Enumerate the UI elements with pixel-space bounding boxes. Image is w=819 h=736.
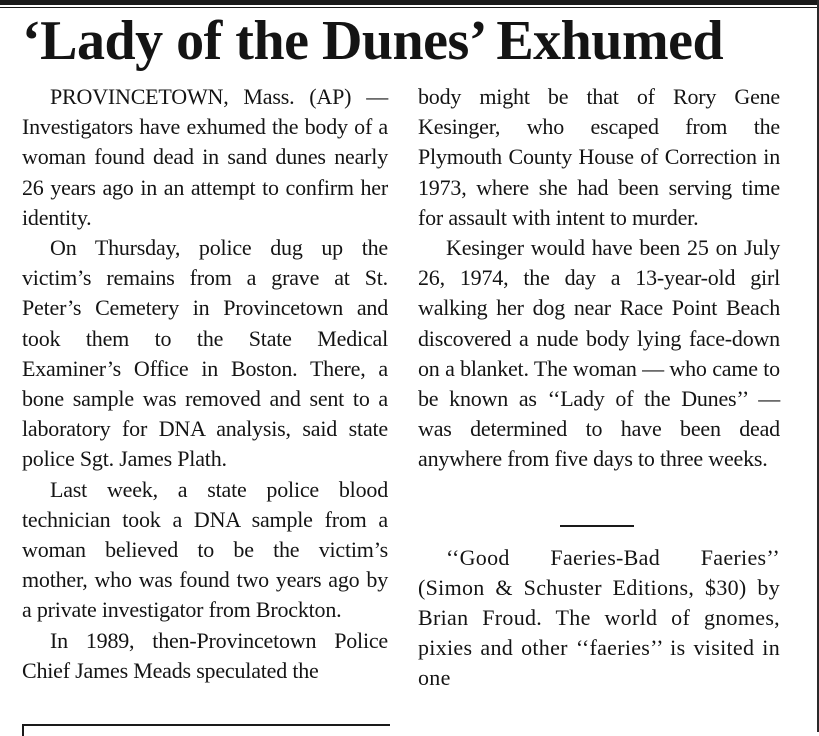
article-paragraph: In 1989, then-Provincetown Police Chief James Meads speculated the: [22, 627, 388, 683]
right-column: [418, 82, 780, 694]
article-paragraph: On Thursday, police dug up the victim’s remains from a grave at St. Peter’s Cemetery in Provincetown and took them to the State Medical Examiner’s Office in Boston. There, a bone sample was removed and sent to a laboratory for DNA analysis, said state police Sgt. James Plath.: [22, 235, 388, 472]
book-review-paragraph: ‘‘Good Faeries-Bad Faeries’’ (Simon & Schuster Editions, $30) by Brian Froud. The world of gnomes, pixies and other ‘‘faeries’’ is visited in one: [418, 544, 780, 691]
article-paragraph: PROVINCETOWN, Mass. (AP) — Investigators have exhumed the body of a woman found dead in sand dunes nearly 26 years ago in an attempt to confirm her identity.: [22, 84, 388, 230]
article-paragraph-continued: body might be that of Rory Gene Kesinger, who escaped from the Plymouth County House of Correction in 1973, where she had been serving time for assault with intent to murder.: [418, 84, 780, 230]
headline: ‘Lady of the Dunes’ Exhumed: [22, 10, 724, 72]
next-article-box-edge: [22, 724, 390, 736]
top-rule-thin: [0, 7, 819, 8]
top-rule: [0, 0, 819, 5]
section-divider: [560, 525, 634, 527]
article-paragraph: Kesinger would have been 25 on July 26, 1974, the day a 13-year-old girl walking her dog near Race Point Beach discovered a nude body lying face-down on a blanket. The woman — who came to be known as ‘‘Lady of the Dunes’’ — was determined to have been dead anywhere from five days to three weeks.: [418, 235, 780, 472]
left-column: [22, 82, 388, 686]
article-paragraph: Last week, a state police blood technician took a DNA sample from a woman believed to be the victim’s mother, who was found two years ago by a private investigator from Brockton.: [22, 476, 388, 623]
